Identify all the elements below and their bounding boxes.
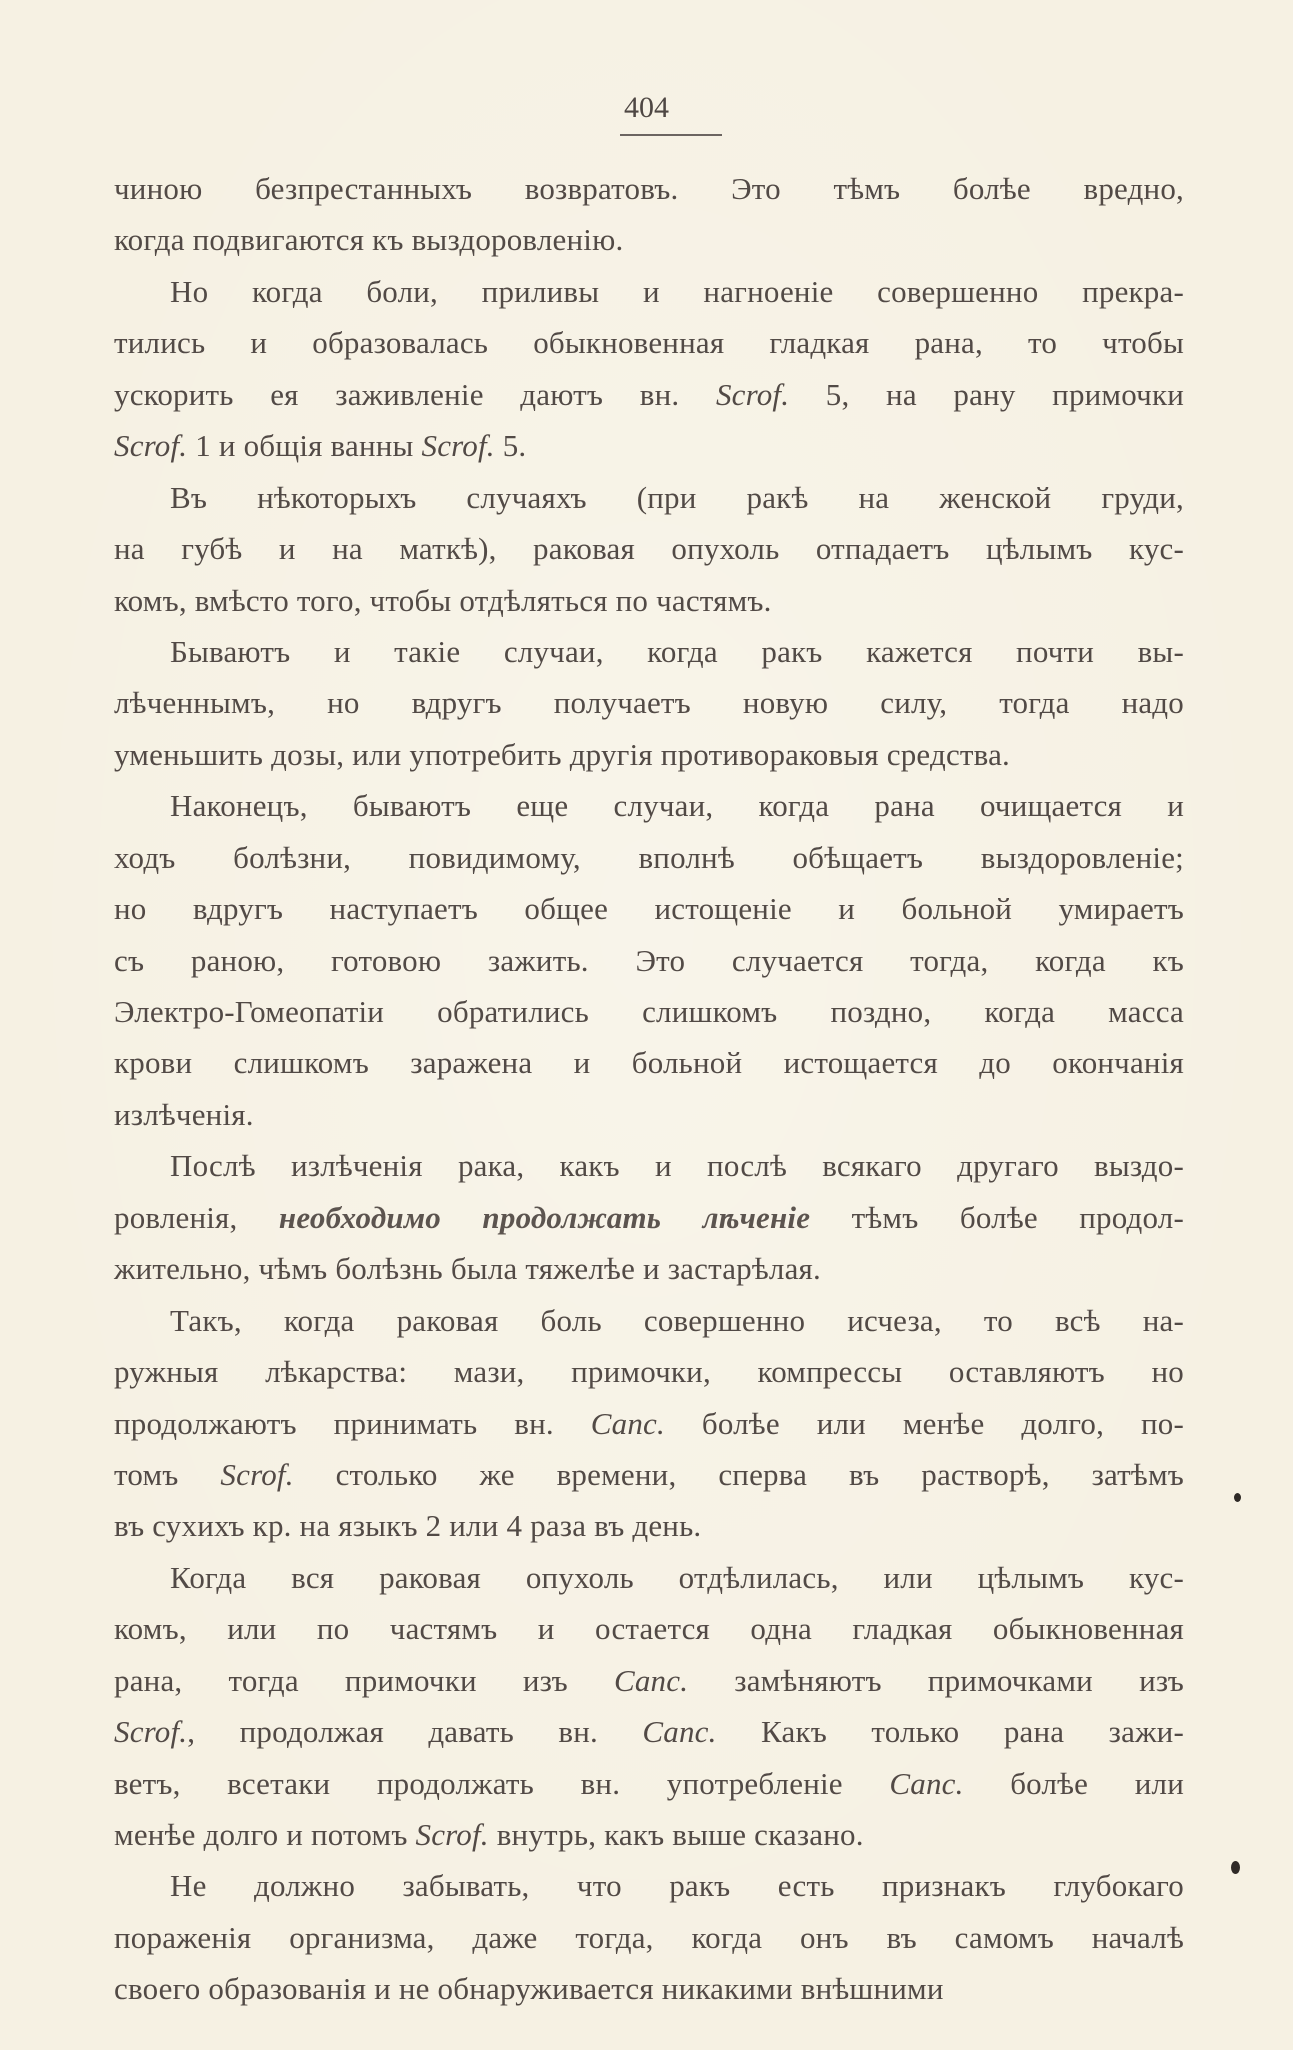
text-line [114, 1809, 1184, 1860]
emphasis-text: Canc. [590, 1405, 665, 1441]
emphasis-text: Canc. [889, 1765, 964, 1801]
text-segment: 1 и общiя ванны [187, 428, 422, 464]
text-line [114, 1758, 1184, 1809]
text-line: своего образованiя и не обнаруживается никакими внѣшними [114, 1971, 944, 2007]
text-line: тились и образовалась обыкновенная гладкая рана, то чтобы [114, 325, 1184, 361]
text-line: Такъ, когда раковая боль совершенно исчеза, то всѣ на- [170, 1302, 1184, 1338]
text-line: ружныя лѣкарства: мази, примочки, компрессы оставляютъ но [114, 1354, 1184, 1390]
text-segment: 5, на рану примочки [789, 376, 1184, 412]
text-line: крови слишкомъ заражена и больной истощается до окончанiя [114, 1045, 1184, 1081]
text-segment: , продолжая давать вн. [187, 1714, 643, 1750]
text-line [114, 1655, 1184, 1706]
emphasis-text: Scrof. [114, 428, 188, 464]
text-line [114, 369, 1184, 420]
text-segment: менѣе долго и потомъ [114, 1817, 416, 1852]
emphasis-text: необходимо продолжать лѣченiе [278, 1199, 811, 1235]
page-header [0, 92, 1293, 124]
text-segment: замѣняютъ примочками изъ [688, 1662, 1185, 1698]
text-line: Когда вся раковая опухоль отдѣлилась, или цѣлымъ кус- [170, 1559, 1184, 1595]
text-line: Бываютъ и такiе случаи, когда ракъ кажется почти вы- [170, 633, 1184, 669]
text-segment: болѣе или [963, 1765, 1185, 1801]
text-line: уменьшить дозы, или употребить другiя противораковыя средства. [114, 736, 1010, 772]
text-line: на губѣ и на маткѣ), раковая опухоль отпадаетъ цѣлымъ кус- [114, 531, 1184, 567]
text-segment: рана, тогда примочки изъ [114, 1662, 614, 1698]
emphasis-text: Canc. [642, 1714, 717, 1750]
text-line: когда подвигаются къ выздоровленiю. [114, 222, 624, 258]
header-rule [620, 134, 722, 136]
text-segment: Какъ только рана зажи- [716, 1714, 1184, 1750]
text-segment: томъ [114, 1456, 221, 1492]
text-line: съ раною, готовою зажить. Это случается тогда, когда къ [114, 942, 1184, 978]
emphasis-text: Canc. [613, 1662, 689, 1698]
ink-spot [1234, 1493, 1241, 1502]
text-line: Наконецъ, бываютъ еще случаи, когда рана очищается и [170, 788, 1184, 824]
text-line [114, 420, 1184, 471]
text-line: въ сухихъ кр. на языкъ 2 или 4 раза въ день. [114, 1508, 702, 1544]
text-line: Но когда боли, приливы и нагноенiе совершенно прекра- [170, 273, 1184, 309]
text-line: комъ, или по частямъ и остается одна гладкая обыкновенная [114, 1611, 1184, 1647]
text-line: Электро-Гомеопатiи обратились слишкомъ поздно, когда масса [114, 994, 1184, 1029]
text-segment: ветъ, всетаки продолжать вн. употребленiе [114, 1765, 890, 1801]
text-line: Въ нѣкоторыхъ случаяхъ (при ракѣ на женской груди, [170, 479, 1184, 515]
text-segment: 5. [494, 428, 527, 464]
text-segment: болѣе или менѣе долго, по- [664, 1405, 1184, 1441]
emphasis-text: Scrof. [415, 1817, 489, 1852]
text-line: чиною безпрестанныхъ возвратовъ. Это тѣмъ болѣе вредно, [114, 171, 1184, 206]
text-line [114, 1706, 1184, 1757]
page-text [114, 163, 1184, 2015]
emphasis-text: Scrof. [220, 1456, 294, 1492]
text-segment: ускорить ея заживленiе даютъ вн. [114, 376, 716, 412]
text-segment: ровленiя, [114, 1199, 279, 1235]
text-line: но вдругъ наступаетъ общее истощенiе и больной умираетъ [114, 891, 1184, 927]
text-line [114, 1192, 1184, 1243]
text-segment: тѣмъ болѣе продол- [810, 1199, 1185, 1235]
text-line [114, 1398, 1184, 1449]
text-segment: продолжаютъ принимать вн. [114, 1405, 591, 1441]
ink-spot [1231, 1861, 1240, 1874]
emphasis-text: Scrof. [421, 428, 495, 464]
text-line: пораженiя организма, даже тогда, когда онъ въ самомъ началѣ [114, 1919, 1184, 1955]
text-line: Послѣ излѣченiя рака, какъ и послѣ всякаго другаго выздо- [170, 1148, 1184, 1184]
text-line: ходъ болѣзни, повидимому, вполнѣ обѣщаетъ выздоровленiе; [114, 839, 1184, 875]
text-segment: столько же времени, сперва въ растворѣ, затѣмъ [293, 1456, 1184, 1492]
emphasis-text: Scrof. [114, 1714, 188, 1750]
text-line: Не должно забывать, что ракъ есть признакъ глубокаго [170, 1868, 1184, 1904]
text-line: жительно, чѣмъ болѣзнь была тяжелѣе и застарѣлая. [114, 1251, 821, 1287]
page-number: 404 [624, 91, 669, 124]
text-line: излѣченiя. [114, 1096, 254, 1132]
text-line: лѣченнымъ, но вдругъ получаетъ новую силу, тогда надо [114, 685, 1184, 721]
emphasis-text: Scrof. [715, 376, 790, 412]
text-line [114, 1449, 1184, 1500]
text-line: комъ, вмѣсто того, чтобы отдѣляться по частямъ. [114, 582, 772, 618]
text-segment: внутрь, какъ выше сказано. [488, 1817, 864, 1852]
